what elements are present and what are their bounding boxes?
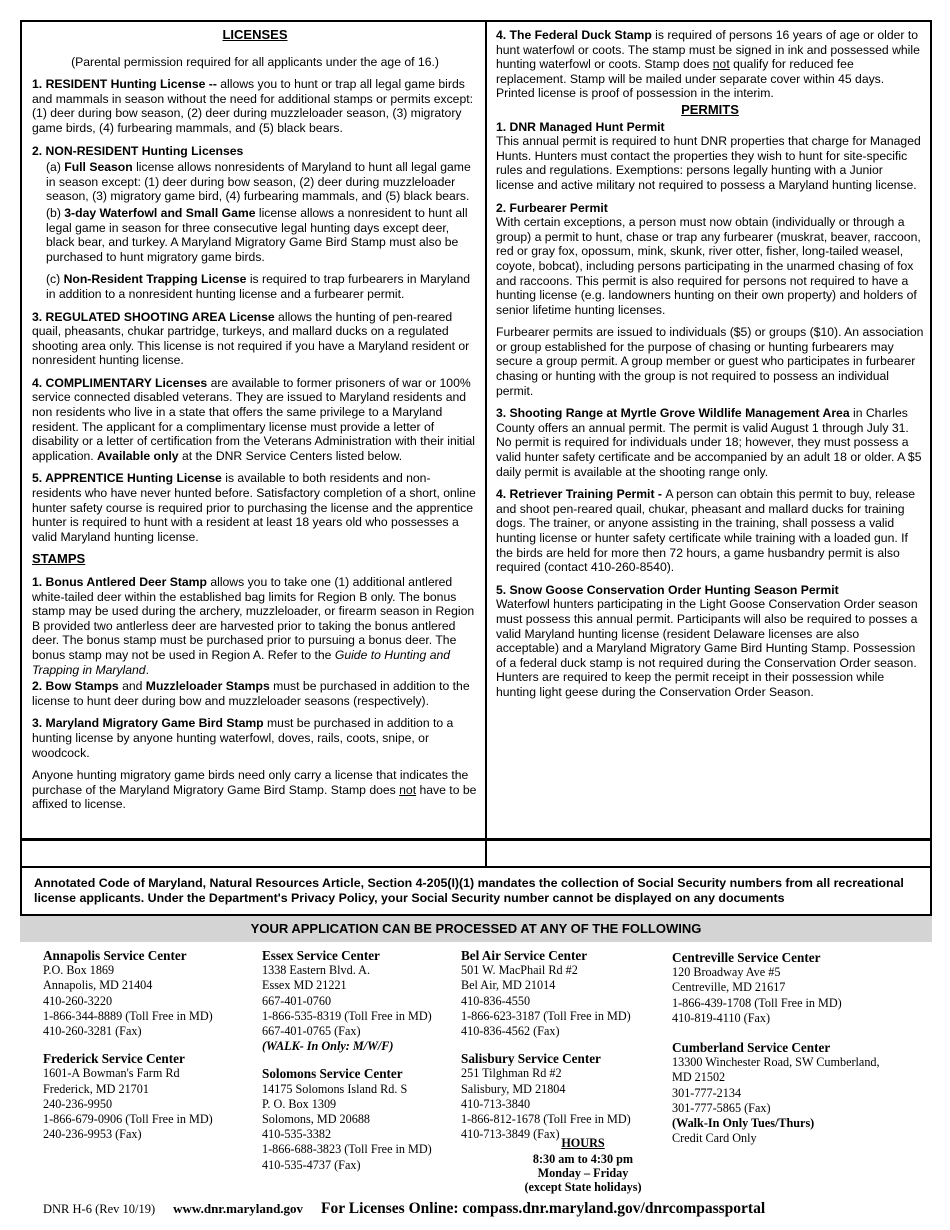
bow-muzzleloader-stamps: 2. Bow Stamps and Muzzleloader Stamps must be purchased in addition to the license to hunt deer during bow and muzzleloader seasons (respectively). — [32, 679, 470, 708]
regulated-shooting-license: 3. REGULATED SHOOTING AREA License allows the hunting of pen-reared quail, pheasants, chukar partridge, turkeys, and mallard ducks on a regulated shooting area only. This license is not required if you have a Maryland resident or nonresident hunting license. — [32, 309, 470, 368]
nonresident-3day: (b) 3-day Waterfowl and Small Game license allows a nonresident to hunt all legal game in season for three consecutive legal hunting days except deer, black bear, and turkey. A Maryland Migratory Game Bird Stamp must also be purchased to hunt migratory game birds. — [46, 205, 468, 264]
federal-duck-stamp: 4. The Federal Duck Stamp is required of persons 16 years of age or older to hunt waterfowl or coots. The stamp must be signed in ink and possessed while hunting waterfowl or coots. Stamp does not qualify for reduced fee replacement. Stamp will be mailed under separate cover within 45 days. Printed license is proof of possession in the interim. — [496, 28, 920, 101]
hours-days: Monday – Friday — [537, 1166, 629, 1180]
licenses-online-link[interactable]: For Licenses Online: compass.dnr.maryland.gov/dnrcompassportal — [321, 1200, 766, 1217]
shooting-range-permit: 3. Shooting Range at Myrtle Grove Wildlife Management Area in Charles County offers an annual permit. The permit is valid August 1 through July 31. No permit is required for individuals under 18; however, they must possess a valid hunter safety certificate and be accompanied by an adult 18 or older. A $5 daily permit is available at the shooting range only. — [496, 406, 922, 479]
complimentary-license: 4. COMPLIMENTARY Licenses are available to former prisoners of war or 100% service connected disabled veterans. They are issued to Maryland residents and non residents who live in a state that offers the same privilege to a Maryland resident. The applicant for a complimentary license must provide a letter of disability or a letter of certification from the Veterans Administration with their initial application. Available only at the DNR Service Centers listed below. — [32, 375, 476, 463]
belair-center: Bel Air Service Center 501 W. MacPhail Rd #2 Bel Air, MD 21014 410-836-4550 1-866-623-3187 (Toll Free in MD) 410-836-4562 (Fax) — [461, 948, 631, 1039]
migratory-note: Anyone hunting migratory game birds need only carry a license that indicates the purchase of the Maryland Migratory Game Bird Stamp. Stamp does not have to be affixed to license. — [32, 768, 477, 812]
blank-table-row — [20, 838, 932, 868]
service-centers-banner: YOUR APPLICATION CAN BE PROCESSED AT ANY OF THE FOLLOWING — [20, 916, 932, 942]
licenses-column — [32, 28, 478, 820]
dnr-managed-hunt-permit: 1. DNR Managed Hunt Permit This annual permit is required to hunt DNR properties that charge for Managed Hunts. Hunters must contact the properties they wish to hunt for site-specific rules and regulations. Exemptions: persons legally hunting with a Junior license and active military not required to possess a Maryland hunting license. — [496, 119, 921, 192]
ssn-notice: Annotated Code of Maryland, Natural Resources Article, Section 4-205(I)(1) mandates the collection of Social Security numbers from all recreational license applicants. Under the Department's Privacy Policy, your Social Security number cannot be displayed on any documents — [20, 866, 932, 916]
dnr-website-link[interactable]: www.dnr.maryland.gov — [173, 1201, 304, 1216]
apprentice-license: 5. APPRENTICE Hunting License is available to both residents and non-residents who have never hunted before. Satisfactory completion of a short, online hunter safety course is required prior to purchasing the license and the apprentice hunter is required to hunt with a resident at least 18 years old who possesses a valid Maryland hunting license. — [32, 471, 476, 544]
solomons-center: Solomons Service Center 14175 Solomons Island Rd. S P. O. Box 1309 Solomons, MD 20688 410-535-3382 1-866-688-3823 (Toll Free in MD) 410-535-4737 (Fax) — [262, 1066, 432, 1172]
nonresident-trapping: (c) Non-Resident Trapping License is required to trap furbearers in Maryland in addition to a nonresident hunting license and a furbearer permit. — [46, 272, 470, 301]
permits-column — [496, 28, 924, 708]
hours-time: 8:30 am to 4:30 pm — [532, 1152, 634, 1166]
centers-column-3 — [461, 948, 631, 1154]
centreville-center: Centreville Service Center 120 Broadway Ave #5 Centreville, MD 21617 1-866-439-1708 (Toll Free in MD) 410-819-4110 (Fax) — [672, 950, 842, 1025]
snow-goose-permit: 5. Snow Goose Conservation Order Hunting Season Permit Waterfowl hunters participating in the Light Goose Conservation Order season must possess this annual permit. Participants will also be required to posses a valid Maryland hunting license (resident Delaware licenses are also acceptable) and a Maryland Migratory Game Bird Hunting Stamp. Possession of a federal duck stamp is not required during the Conservation Order season. Hunters are required to keep the permit receipt in their possession while hunting light geese during the Conservation Order Season. — [496, 582, 918, 699]
centers-column-1 — [43, 948, 213, 1154]
footer — [43, 1200, 765, 1218]
centers-column-4 — [672, 950, 880, 1158]
furbearer-group-permit: Furbearer permits are issued to individuals ($5) or groups ($10). An association or group established for the purpose of chasing or hunting furbearers may secure a group permit. A group member or guest who participates in furbearer chasing or hunting with the group is not required to possess an individual permit. — [496, 325, 924, 398]
permits-heading: PERMITS — [681, 101, 739, 117]
hours-except: (except State holidays) — [524, 1180, 642, 1194]
parental-note: (Parental permission required for all applicants under the age of 16.) — [71, 54, 439, 69]
form-number: DNR H-6 (Rev 10/19) — [43, 1202, 156, 1216]
bonus-antlered-stamp: 1. Bonus Antlered Deer Stamp allows you to take one (1) additional antlered white-tailed deer within the established bag limits for Region B only. The bonus stamp may be used during the archery, muzzleloader, or firearm season in Region B provided two antlerless deer are harvested prior to taking the bonus antlered deer. The bonus stamp must be purchased prior to pursuing a bonus deer. The bonus stamp may not be used in Region A. Refer to the Guide to Hunting and Trapping in Maryland. — [32, 575, 475, 677]
retriever-training-permit: 4. Retriever Training Permit - A person can obtain this permit to buy, release and shoot pen-reared quail, chukar, pheasant and mallard ducks for training dogs. The trainer, or anyone assisting in the training, shall possess a valid hunting license or hunter safety certificate while training with a loaded gun. If the birds are held for more then 72 hours, a game husbandry permit is also required (contact 410-260-8540). — [496, 487, 916, 575]
migratory-bird-stamp: 3. Maryland Migratory Game Bird Stamp must be purchased in addition to a hunting license by anyone hunting waterfowl, doves, rails, coots, snipe, or woodcock. — [32, 716, 454, 760]
salisbury-center: Salisbury Service Center 251 Tilghman Rd #2 Salisbury, MD 21804 410-713-3840 1-866-812-1678 (Toll Free in MD) 410-713-3849 (Fax) — [461, 1051, 631, 1142]
cumberland-center: Cumberland Service Center 13300 Winchester Road, SW Cumberland, MD 21502 301-777-2134 301-777-5865 (Fax) (Walk-In Only Tues/Thurs) Credit Card Only — [672, 1040, 880, 1146]
hours-heading: HOURS — [561, 1136, 605, 1150]
office-hours — [498, 1136, 668, 1194]
nonresident-full-season: (a) Full Season license allows nonresidents of Maryland to hunt all legal game in season except: (1) deer during bow season, (2) deer during muzzleloader season, (3) migratory game bird, (4) furbearing mammals, and (5) black bears. — [46, 160, 471, 204]
centers-column-2 — [262, 948, 432, 1185]
frederick-center: Frederick Service Center 1601-A Bowman's Farm Rd Frederick, MD 21701 240-236-9950 1-866-679-0906 (Toll Free in MD) 240-236-9953 (Fax) — [43, 1051, 213, 1142]
resident-license: 1. RESIDENT Hunting License -- allows you to hunt or trap all legal game birds and mammals in season without the need for additional stamps or permits except: (1) deer during bow season, (2) deer during muzzleloader season, (3) migratory game birds, (4) furbearing mammals, and (5) black bears. — [32, 77, 474, 135]
annapolis-center: Annapolis Service Center P.O. Box 1869 Annapolis, MD 21404 410-260-3220 1-866-344-8889 (Toll Free in MD) 410-260-3281 (Fax) — [43, 948, 213, 1039]
essex-center: Essex Service Center 1338 Eastern Blvd. A. Essex MD 21221 667-401-0760 1-866-535-8319 (Toll Free in MD) 667-401-0765 (Fax) (WALK- In Only: M/W/F) — [262, 948, 432, 1054]
nonresident-heading: 2. NON-RESIDENT Hunting Licenses — [32, 143, 244, 158]
stamps-heading: STAMPS — [32, 551, 86, 567]
furbearer-permit: 2. Furbearer Permit With certain exceptions, a person must now obtain (individually or through a group) a permit to hunt, chase or trap any furbearer (muskrat, beaver, raccoon, red or gray fox, opossum, mink, skunk, river otter, fisher, long-tailed weasel, coyote, bobcat), including persons participating in the unarmed chasing of fox and raccoons. This permit is also required for persons not required to have a hunting license (e.g. landowners hunting on their own property) and holders of senior lifetime hunting licenses. — [496, 200, 921, 317]
column-divider — [485, 20, 487, 868]
licenses-heading: LICENSES — [222, 27, 288, 42]
